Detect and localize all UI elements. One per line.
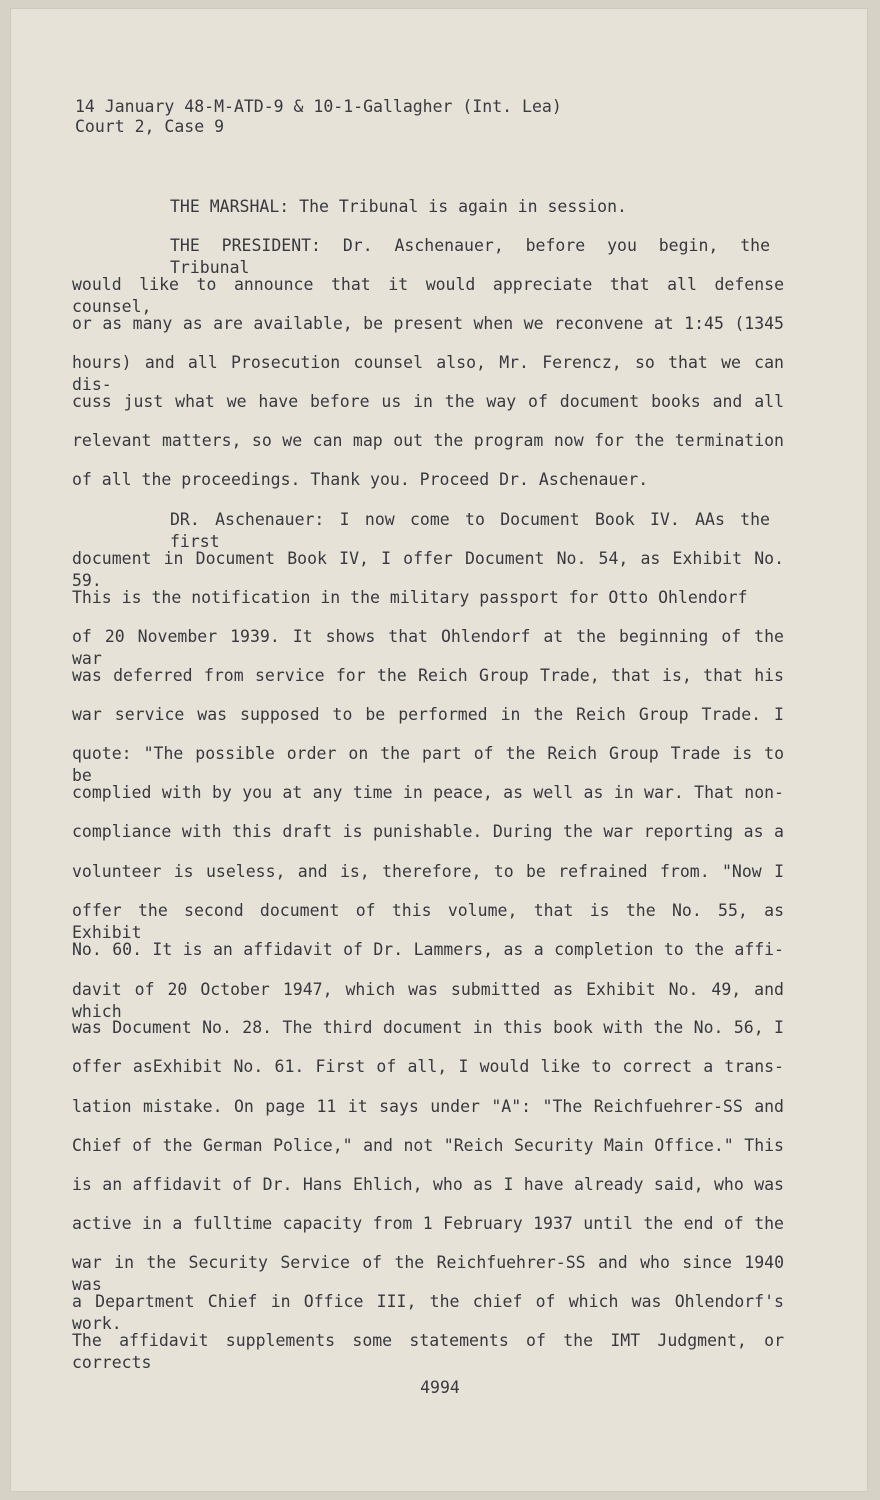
transcript-line: offer the second document of this volume, that is the No. 55, as Exhibit — [72, 901, 784, 942]
transcript-line: was Document No. 28. The third document in this book with the No. 56, I — [72, 1018, 784, 1037]
transcript-line: volunteer is useless, and is, therefore, to be refrained from. "Now I — [72, 862, 784, 881]
transcript-line: cuss just what we have before us in the way of document books and all — [72, 392, 784, 411]
header-session-line: 14 January 48-M-ATD-9 & 10-1-Gallagher (Int. Lea) — [75, 97, 562, 116]
transcript-line: This is the notification in the military passport for Otto Ohlendorf — [72, 588, 748, 607]
transcript-line: or as many as are available, be present when we reconvene at 1:45 (1345 — [72, 314, 784, 333]
transcript-line: complied with by you at any time in peace, as well as in war. That non- — [72, 783, 784, 802]
transcript-line: war service was supposed to be performed in the Reich Group Trade. I — [72, 705, 784, 724]
header-court-line: Court 2, Case 9 — [75, 117, 225, 136]
transcript-line: was deferred from service for the Reich Group Trade, that is, that his — [72, 666, 784, 685]
transcript-line: THE PRESIDENT: Dr. Aschenauer, before you begin, the Tribunal — [170, 236, 770, 277]
transcript-line: of all the proceedings. Thank you. Proceed Dr. Aschenauer. — [72, 470, 649, 489]
transcript-line: quote: "The possible order on the part of the Reich Group Trade is to be — [72, 744, 784, 785]
transcript-line: No. 60. It is an affidavit of Dr. Lammers, as a completion to the affi- — [72, 940, 784, 959]
transcript-line: The affidavit supplements some statements of the IMT Judgment, or corrects — [72, 1331, 784, 1372]
transcript-line: lation mistake. On page 11 it says under "A": "The Reichfuehrer-SS and — [72, 1097, 784, 1116]
transcript-line: hours) and all Prosecution counsel also, Mr. Ferencz, so that we can dis- — [72, 353, 784, 394]
transcript-line: of 20 November 1939. It shows that Ohlendorf at the beginning of the war — [72, 627, 784, 668]
transcript-line: davit of 20 October 1947, which was submitted as Exhibit No. 49, and which — [72, 980, 784, 1021]
transcript-line: would like to announce that it would appreciate that all defense counsel, — [72, 275, 784, 316]
transcript-line: document in Document Book IV, I offer Document No. 54, as Exhibit No. 59. — [72, 549, 784, 590]
transcript-line: offer asExhibit No. 61. First of all, I would like to correct a trans- — [72, 1057, 784, 1076]
transcript-line: DR. Aschenauer: I now come to Document Book IV. AAs the first — [170, 510, 770, 551]
transcript-line: THE MARSHAL: The Tribunal is again in session. — [170, 197, 627, 216]
transcript-line: a Department Chief in Office III, the chief of which was Ohlendorf's work. — [72, 1292, 784, 1333]
transcript-line: Chief of the German Police," and not "Reich Security Main Office." This — [72, 1136, 784, 1155]
page-number: 4994 — [420, 1378, 460, 1397]
transcript-line: relevant matters, so we can map out the program now for the termination — [72, 431, 784, 450]
transcript-line: is an affidavit of Dr. Hans Ehlich, who as I have already said, who was — [72, 1175, 784, 1194]
transcript-line: war in the Security Service of the Reichfuehrer-SS and who since 1940 was — [72, 1253, 784, 1294]
transcript-line: active in a fulltime capacity from 1 February 1937 until the end of the — [72, 1214, 784, 1233]
transcript-line: compliance with this draft is punishable. During the war reporting as a — [72, 822, 784, 841]
